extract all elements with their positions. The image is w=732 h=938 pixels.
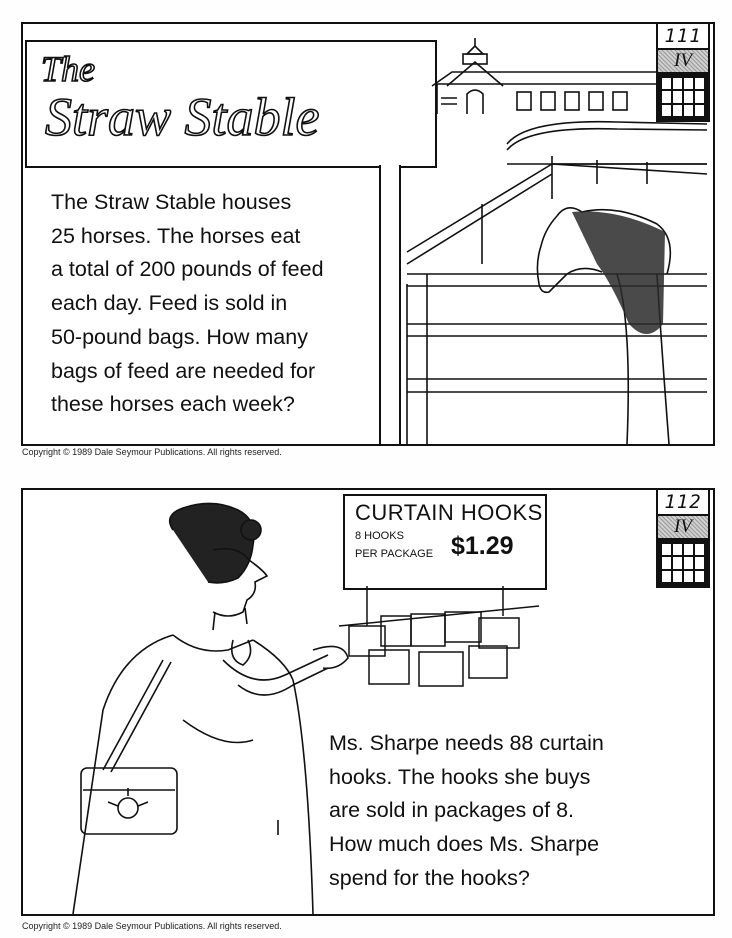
card-level: IV bbox=[658, 50, 708, 74]
calculator-grid-icon bbox=[658, 540, 708, 586]
problem-line: are sold in packages of 8. bbox=[329, 798, 575, 823]
card-number-badge bbox=[656, 488, 710, 588]
card-number: 112 bbox=[658, 490, 708, 516]
card-number: 111 bbox=[658, 24, 708, 50]
card-112-frame bbox=[21, 488, 715, 916]
problem-line: Ms. Sharpe needs 88 curtain bbox=[329, 731, 604, 755]
hook-packages-display bbox=[339, 586, 539, 706]
card-111-frame bbox=[21, 22, 715, 446]
title-the: The bbox=[41, 49, 95, 89]
sign-post bbox=[379, 165, 401, 444]
problem-line: these horses each week? bbox=[51, 392, 295, 417]
problem-line: 25 horses. The horses eat bbox=[51, 223, 301, 248]
calculator-grid-icon bbox=[658, 74, 708, 120]
problem-line: 50-pound bags. How many bbox=[51, 324, 308, 349]
card-number-badge bbox=[656, 22, 710, 122]
copyright-112: Copyright © 1989 Dale Seymour Publications. All rights reserved. bbox=[22, 921, 282, 931]
title-straw-stable: Straw Stable bbox=[45, 87, 320, 147]
problem-line: The Straw Stable houses bbox=[51, 190, 292, 214]
problem-line: a total of 200 pounds of feed bbox=[51, 257, 324, 282]
problem-text-111 bbox=[51, 186, 324, 422]
sign-per-package: PER PACKAGE bbox=[355, 548, 434, 560]
card-level: IV bbox=[658, 516, 708, 540]
problem-text-112 bbox=[329, 727, 604, 896]
problem-line: How much does Ms. Sharpe bbox=[329, 832, 600, 857]
curtain-hooks-sign bbox=[343, 494, 547, 590]
sign-title: CURTAIN HOOKS bbox=[355, 500, 543, 525]
problem-line: each day. Feed is sold in bbox=[51, 291, 288, 316]
problem-line: bags of feed are needed for bbox=[51, 358, 316, 383]
copyright-111: Copyright © 1989 Dale Seymour Publications. All rights reserved. bbox=[22, 447, 282, 457]
woman-shopper-illustration bbox=[23, 490, 343, 914]
problem-line: spend for the hooks? bbox=[329, 865, 530, 890]
card-112 bbox=[0, 470, 732, 938]
sign-price: $1.29 bbox=[451, 532, 514, 560]
title-sign bbox=[25, 40, 437, 168]
problem-line: hooks. The hooks she buys bbox=[329, 764, 591, 789]
sign-hooks-count: 8 HOOKS bbox=[355, 530, 404, 542]
